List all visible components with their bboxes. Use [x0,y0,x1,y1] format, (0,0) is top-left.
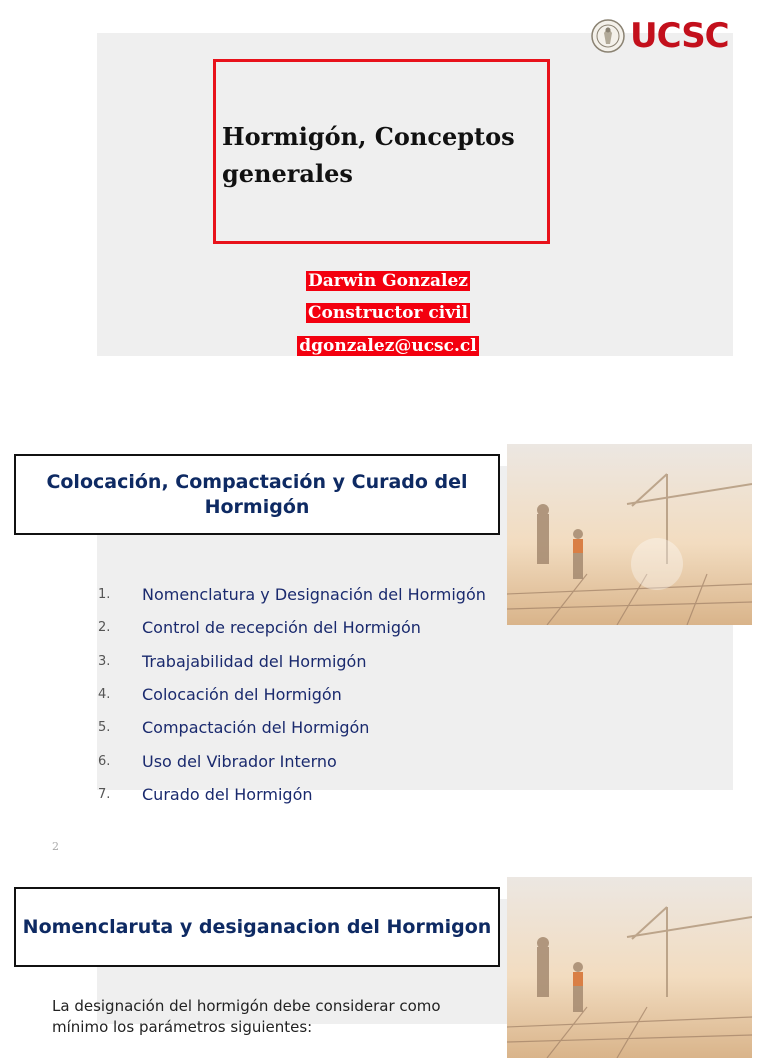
list-item: 5. Compactación del Hormigón [98,718,370,738]
construction-workers-photo [507,444,752,625]
list-item: 7. Curado del Hormigón [98,784,313,804]
author-email: dgonzalez@ucsc.cl [299,336,477,356]
presentation-title: Hormigón, Conceptos generales [222,122,515,188]
university-seal-icon [590,18,626,54]
slide-2-title-box [14,454,500,535]
contents-list [98,578,518,811]
construction-workers-photo [507,877,752,1058]
list-item: 4. Colocación del Hormigón [98,685,342,705]
list-item: 6. Uso del Vibrador Interno [98,751,337,771]
slide-3-body-text: La designación del hormigón debe considerar como mínimo los parámetros siguientes: [52,997,441,1036]
author-name: Darwin Gonzalez [308,271,468,291]
page-number: 2 [52,840,59,853]
slide-3-title-box [14,887,500,967]
slide-3-title: Nomenclaruta y desiganacion del Hormigon [22,915,492,938]
slide-2-title: Colocación, Compactación y Curado del Hormigón [46,470,468,518]
list-item: 2. Control de recepción del Hormigón [98,618,421,638]
ucsc-logo-text: UCSC [630,16,729,56]
list-item: 1. Nomenclatura y Designación del Hormigón [98,585,486,605]
author-role: Constructor civil [308,303,468,323]
list-item: 3. Trabajabilidad del Hormigón [98,651,367,671]
ucsc-logo [590,14,730,58]
